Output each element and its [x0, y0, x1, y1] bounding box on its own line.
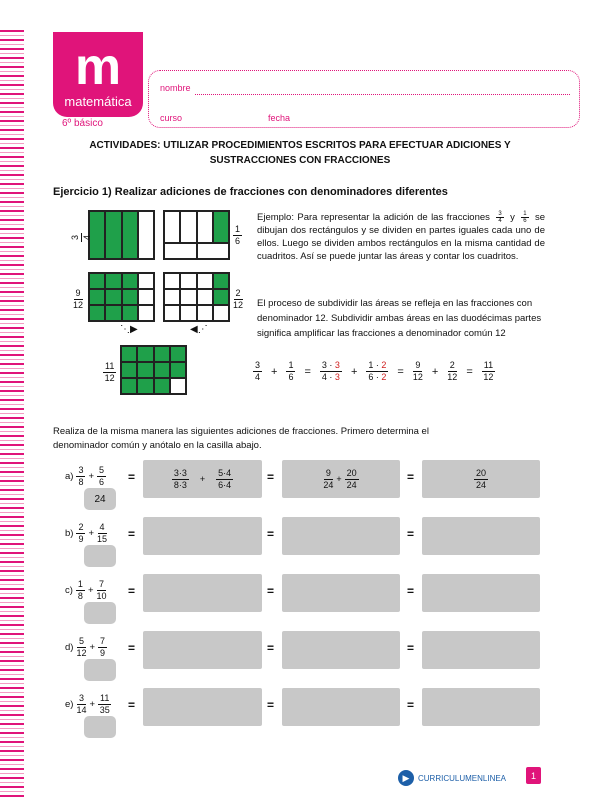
lcd-input[interactable]	[84, 545, 116, 567]
step1-box[interactable]: $\frac{3\cdot 3}{8\cdot 3}$ + $\frac{5\cdot 4}{6\cdot 4}$	[143, 460, 262, 498]
result-box[interactable]	[422, 631, 540, 669]
equals-sign: =	[128, 470, 136, 484]
arrow-right-icon: ◀⋰	[190, 324, 208, 335]
page-number: 1	[526, 767, 541, 784]
brand-text: CURRICULUMENLINEA	[418, 773, 507, 783]
exercise-row: a) $\frac{3}{8}$ + $\frac{5}{6}$	[65, 465, 105, 487]
title-line: ACTIVIDADES: UTILIZAR PROCEDIMIENTOS ESCRITOS PARA EFECTUAR ADICIONES Y	[89, 140, 511, 151]
subject-logo	[53, 32, 143, 117]
fraction: $\frac{3}{8}$	[78, 465, 84, 487]
step1-box[interactable]	[143, 688, 262, 726]
lcd-input[interactable]	[84, 716, 116, 738]
logo-letter: m	[74, 38, 122, 96]
fraction: $\frac{3}{14}$	[76, 693, 87, 715]
student-info-box	[148, 70, 580, 128]
step1-box[interactable]	[143, 517, 262, 555]
fraction: $\frac{7}{10}$	[96, 579, 107, 601]
example-paragraph: Ejemplo: Para representar la adición de las fracciones $\frac{3}{4}$ y $\frac{1}{6}$ se dibujan dos rectángulos y se dividen en partes iguales cada uno de ellos. Luego se dividen ambos rectángulos en la misma cantidad de cuadritos. Así se puede juntar las áreas y contar los cuadritos.	[257, 211, 546, 263]
step2-box[interactable]	[282, 631, 400, 669]
fraction: $\frac{2}{9}$	[78, 522, 84, 544]
equals-sign: =	[128, 698, 136, 712]
fraction: $\frac{3\cdot 3}{8\cdot 3}$	[173, 467, 187, 490]
decorative-stripe	[0, 30, 24, 800]
footer-brand	[398, 770, 506, 786]
lcd-input[interactable]	[84, 602, 116, 624]
equals-sign: =	[267, 584, 275, 598]
equals-sign: =	[128, 527, 136, 541]
equals-sign: =	[267, 641, 275, 655]
fraction: $\frac{5\cdot 4}{6\cdot 4}$	[218, 467, 232, 490]
fraction: $\frac{11}{35}$	[99, 693, 110, 715]
lcd-input[interactable]	[84, 659, 116, 681]
exercise-heading: Ejercicio 1) Realizar adiciones de fracciones con denominadores diferentes	[53, 186, 448, 198]
lcd-input[interactable]: 24	[84, 488, 116, 510]
process-paragraph: El proceso de subdividir las áreas se refleja en las fracciones con denominador 12. Subdividir ambas áreas en las duodécimas partes significa amplificar las fracciones a denominador común 12	[257, 298, 542, 339]
equals-sign: =	[407, 470, 415, 484]
example-equation: $\frac{3}{4}$ + $\frac{1}{6}$ = $\frac{3 \cdot 3}{4 \cdot 3}$ + $\frac{1 \cdot 2}{6 \cdot 2}$ = $\frac{9}{12}$ + $\frac{2}{12}$ = $\frac{11}{12}$	[255, 360, 494, 382]
equals-sign: =	[407, 641, 415, 655]
date-label: fecha	[268, 113, 291, 123]
instructions: Realiza de la misma manera las siguientes adiciones de fracciones. Primero determina el denominador común y anótalo en la casilla abajo.	[53, 426, 429, 451]
exercise-row: b) $\frac{2}{9}$ + $\frac{4}{15}$	[65, 522, 108, 544]
name-label: nombre	[160, 83, 191, 93]
fraction: $\frac{5}{12}$	[76, 636, 87, 658]
grade-label: 6º básico	[62, 118, 103, 129]
label-3-4: 3 4	[70, 234, 93, 241]
fraction-11-12-rect	[120, 345, 187, 395]
equals-sign: =	[267, 470, 275, 484]
name-field[interactable]	[195, 94, 570, 95]
equals-sign: =	[267, 698, 275, 712]
equals-sign: =	[407, 698, 415, 712]
fraction-1-6-rect	[163, 210, 230, 260]
fraction: $\frac{7}{9}$	[100, 636, 106, 658]
label-11-12: $\frac{11}{12}$	[104, 361, 115, 383]
step2-box[interactable]: $\frac{9}{24}$ + $\frac{20}{24}$	[282, 460, 400, 498]
step1-box[interactable]	[143, 574, 262, 612]
fraction: $\frac{4}{15}$	[97, 522, 108, 544]
result-box[interactable]	[422, 517, 540, 555]
result-box[interactable]	[422, 688, 540, 726]
equals-sign: =	[128, 641, 136, 655]
label-2-12: $\frac{2}{12}$	[233, 288, 244, 310]
exercise-row: c) $\frac{1}{8}$ + $\frac{7}{10}$	[65, 579, 107, 601]
exercise-row: d) $\frac{5}{12}$ + $\frac{7}{9}$	[65, 636, 106, 658]
fraction: $\frac{9}{24}$	[323, 467, 334, 490]
fraction: $\frac{20}{24}$	[475, 467, 486, 490]
play-logo-icon: ▶	[398, 770, 414, 786]
equals-sign: =	[128, 584, 136, 598]
label-1-6: $\frac{1}{6}$	[235, 224, 241, 246]
exercise-row: e) $\frac{3}{14}$ + $\frac{11}{35}$	[65, 693, 110, 715]
fraction: $\frac{20}{24}$	[346, 467, 357, 490]
equals-sign: =	[407, 584, 415, 598]
fraction: $\frac{5}{6}$	[99, 465, 105, 487]
logo-word: matemática	[64, 94, 132, 109]
course-label: curso	[160, 113, 183, 123]
result-box[interactable]	[422, 574, 540, 612]
fraction-3-4-rect	[88, 210, 155, 260]
title-line: SUSTRACCIONES CON FRACCIONES	[209, 155, 391, 166]
page-title	[60, 138, 540, 168]
fraction-9-12-rect	[88, 272, 155, 322]
step1-box[interactable]	[143, 631, 262, 669]
arrow-left-icon: ⋱▶	[120, 324, 138, 335]
step2-box[interactable]	[282, 574, 400, 612]
step2-box[interactable]	[282, 517, 400, 555]
equals-sign: =	[407, 527, 415, 541]
equals-sign: =	[267, 527, 275, 541]
label-9-12: $\frac{9}{12}$	[73, 288, 84, 310]
fraction-2-12-rect	[163, 272, 230, 322]
fraction: $\frac{1}{8}$	[77, 579, 83, 601]
step2-box[interactable]	[282, 688, 400, 726]
result-box[interactable]	[422, 460, 540, 498]
